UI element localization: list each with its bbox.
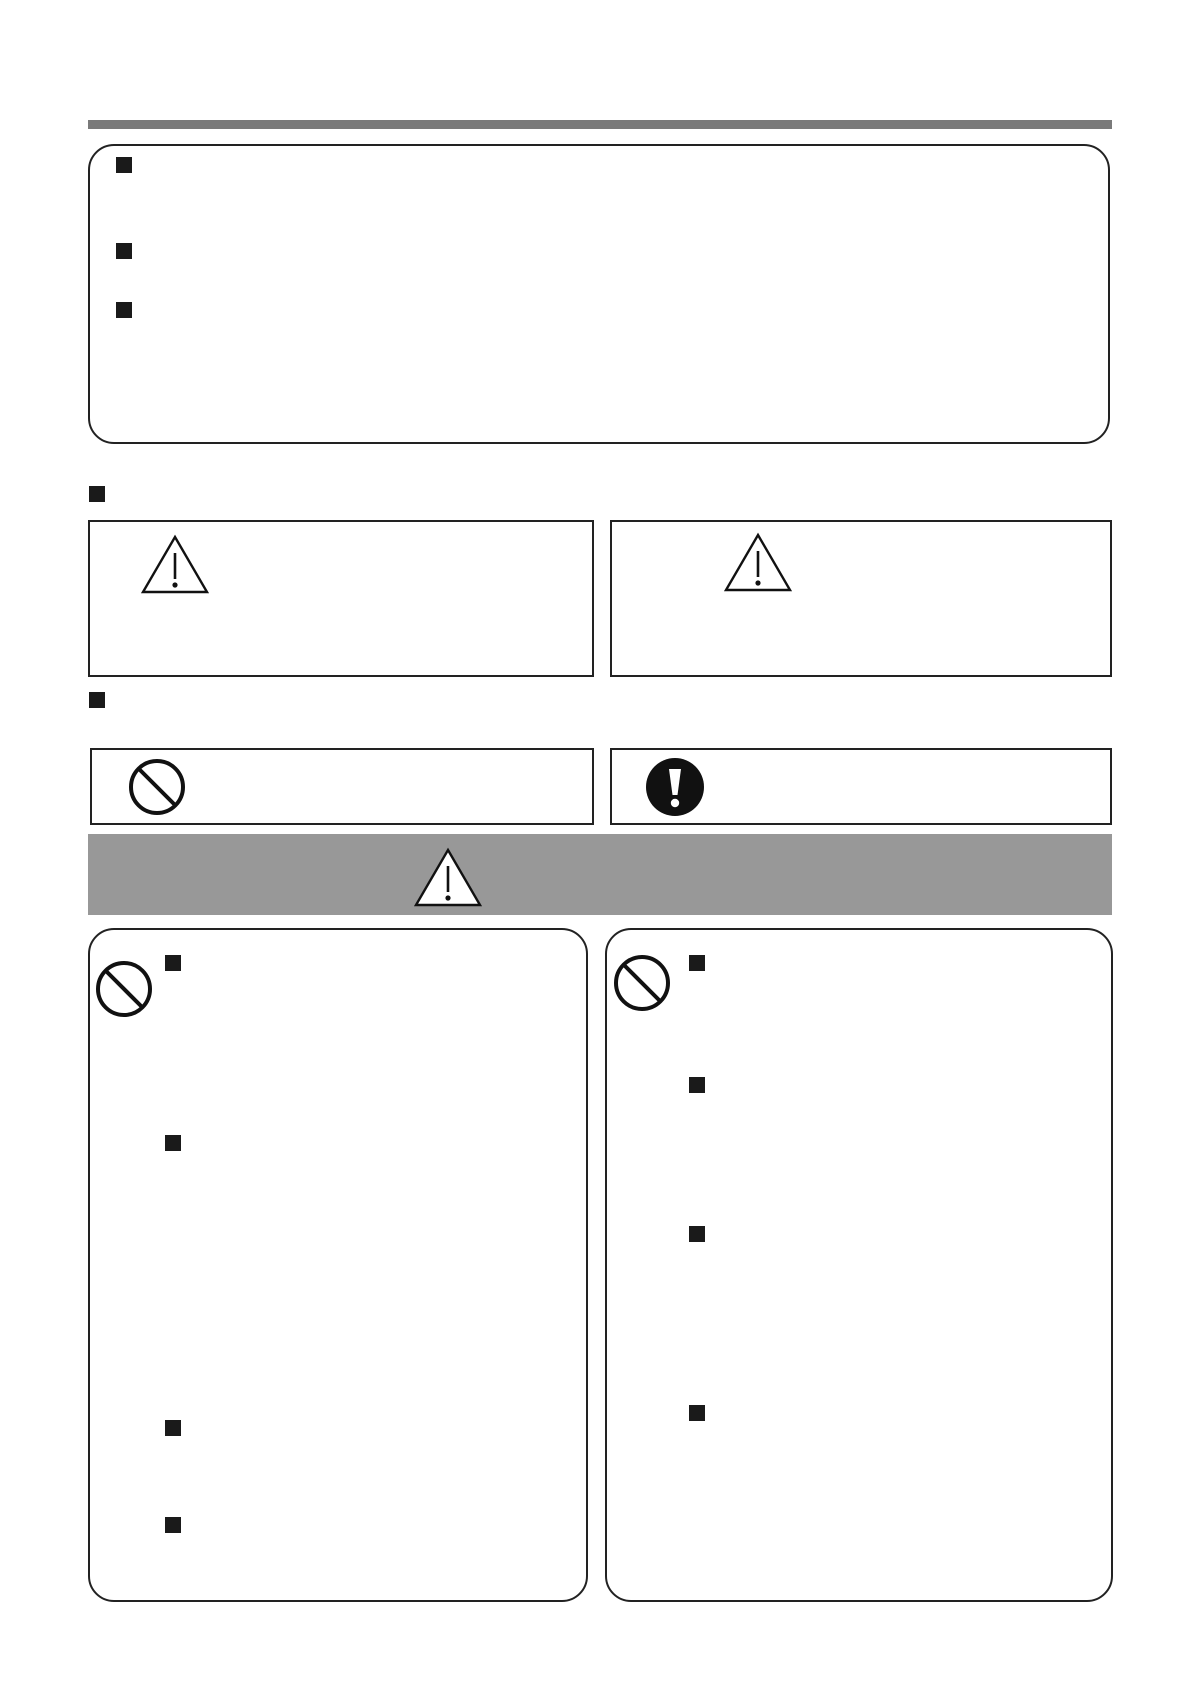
left-item-4-bullet-icon	[165, 1517, 181, 1533]
right-item-3-bullet-icon	[689, 1226, 705, 1242]
band-warning-triangle-icon	[413, 846, 483, 908]
section-signs-bullet-icon	[89, 692, 105, 708]
warning-header-band	[88, 834, 1112, 915]
top-rule	[88, 120, 1112, 129]
notice-bullet-1-icon	[116, 157, 132, 173]
warnings-right-panel	[605, 928, 1113, 1602]
notice-bullet-3-icon	[116, 302, 132, 318]
notice-box	[88, 144, 1110, 444]
warning-triangle-icon	[140, 533, 210, 595]
right-prohibition-circle-icon	[612, 953, 672, 1013]
right-item-2-bullet-icon	[689, 1077, 705, 1093]
right-item-4-bullet-icon	[689, 1405, 705, 1421]
notice-bullet-2-icon	[116, 243, 132, 259]
left-item-3-bullet-icon	[165, 1420, 181, 1436]
exclamation-circle-icon	[645, 757, 705, 817]
caution-definition-box	[610, 520, 1112, 677]
section-symbols-bullet-icon	[89, 486, 105, 502]
right-item-1-bullet-icon	[689, 955, 705, 971]
caution-triangle-icon	[723, 531, 793, 593]
left-item-2-bullet-icon	[165, 1135, 181, 1151]
left-item-1-bullet-icon	[165, 955, 181, 971]
left-prohibition-circle-icon	[94, 959, 154, 1019]
warnings-left-panel	[88, 928, 588, 1602]
prohibition-circle-icon	[127, 757, 187, 817]
